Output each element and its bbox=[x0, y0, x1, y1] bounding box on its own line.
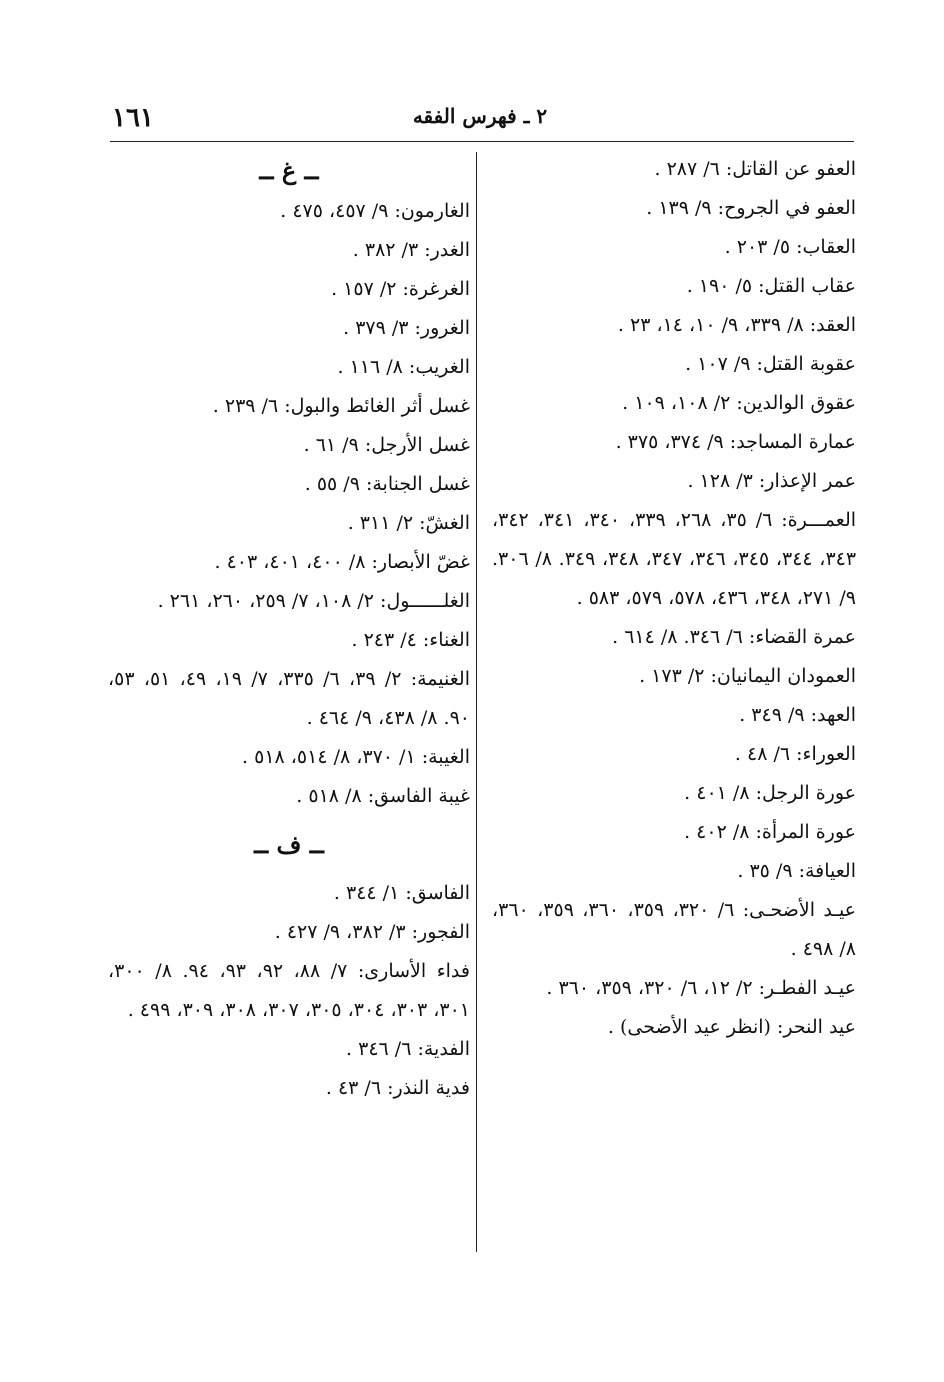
index-entry: عورة المرأة: ٨/ ٤٠٢ . bbox=[684, 821, 856, 843]
index-entry: الفجور: ٣/ ٣٨٢، ٩/ ٤٢٧ . bbox=[274, 921, 470, 943]
index-entry: عيـد الفطـر: ٢/ ١٢، ٦/ ٣٢٠، ٣٥٩، ٣٦٠ . bbox=[546, 977, 856, 999]
index-entry: غضّ الأبصار: ٨/ ٤٠٠، ٤٠١، ٤٠٣ . bbox=[214, 551, 470, 573]
section-heading-fa: ــ ف ــ bbox=[254, 830, 324, 859]
index-entry: عيـد الأضحـى: ٦/ ٣٢٠، ٣٥٩، ٣٦٠، ٣٥٩، ٣٦٠، ٨/ ٤٩٨ . bbox=[492, 899, 857, 960]
index-entry: الغريب: ٨/ ١١٦ . bbox=[337, 356, 470, 378]
running-title: ٢ ـ فهرس الفقه bbox=[412, 104, 548, 128]
index-entry: غسل الجنابة: ٩/ ٥٥ . bbox=[304, 473, 470, 495]
index-entry: العوراء: ٦/ ٤٨ . bbox=[734, 743, 856, 765]
index-entry: عورة الرجل: ٨/ ٤٠١ . bbox=[684, 782, 856, 804]
index-entry: عقاب القتل: ٥/ ١٩٠ . bbox=[686, 275, 856, 297]
index-entry: العفو في الجروح: ٩/ ١٣٩ . bbox=[646, 197, 856, 219]
index-entry: الغرور: ٣/ ٣٧٩ . bbox=[343, 317, 470, 339]
section-heading-ghain: ــ غ ــ bbox=[259, 156, 319, 185]
index-entry: غيبة الفاسق: ٨/ ٥١٨ . bbox=[296, 785, 470, 807]
index-entry: العقاب: ٥/ ٢٠٣ . bbox=[724, 236, 856, 258]
index-entry: الغنيمة: ٢/ ٣٩، ٦/ ٣٣٥، ٧/ ١٩، ٤٩، ٥١، ٥٣، ٩٠. ٨/ ٤٣٨، ٩/ ٤٦٤ . bbox=[108, 668, 470, 729]
index-entry: عقوق الوالدين: ٢/ ١٠٨، ١٠٩ . bbox=[622, 392, 856, 414]
index-entry: الغدر: ٣/ ٣٨٢ . bbox=[352, 239, 470, 261]
index-entry: العفو عن القاتل: ٦/ ٢٨٧ . bbox=[654, 158, 856, 180]
index-entry: العيافة: ٩/ ٣٥ . bbox=[737, 860, 856, 882]
index-entry: الفاسق: ١/ ٣٤٤ . bbox=[333, 882, 470, 904]
index-entry: عقوبة القتل: ٩/ ١٠٧ . bbox=[685, 353, 856, 375]
page-number: ١٦١ bbox=[112, 103, 154, 133]
index-entry: الغيبة: ١/ ٣٧٠، ٨/ ٥١٤، ٥١٨ . bbox=[242, 746, 470, 768]
index-entry: فداء الأسارى: ٧/ ٨٨، ٩٢، ٩٣، ٩٤. ٨/ ٣٠٠، ٣٠١، ٣٠٣، ٣٠٤، ٣٠٥، ٣٠٧، ٣٠٨، ٣٠٩، ٤٩٩ . bbox=[108, 960, 470, 1021]
index-entry: الفدية: ٦/ ٣٤٦ . bbox=[346, 1038, 470, 1060]
index-entry: العمـــرة: ٦/ ٣٥، ٢٦٨، ٣٣٩، ٣٤٠، ٣٤١، ٣٤٢، ٣٤٣، ٣٤٤، ٣٤٥، ٣٤٦، ٣٤٧، ٣٤٨، ٣٤٩. ٨/ ٣٠٦. ٩/ ٢٧١، ٣٤٨، ٤٣٦، ٥٧٨، ٥٧٩، ٥٨٣ . bbox=[492, 509, 857, 609]
index-entry: العمودان اليمانيان: ٢/ ١٧٣ . bbox=[639, 665, 856, 687]
index-entry: الغلــــــول: ٢/ ١٠٨، ٧/ ٢٥٩، ٢٦٠، ٢٦١ . bbox=[157, 590, 470, 612]
index-entry: غسل أثر الغائط والبول: ٦/ ٢٣٩ . bbox=[212, 395, 470, 417]
index-entry: الغارمون: ٩/ ٤٥٧، ٤٧٥ . bbox=[280, 200, 470, 222]
header-rule bbox=[110, 141, 854, 142]
index-entry: عمرة القضاء: ٦/ ٣٤٦. ٨/ ٦١٤ . bbox=[612, 626, 856, 648]
column-divider bbox=[476, 152, 477, 1252]
index-entry: العهد: ٩/ ٣٤٩ . bbox=[739, 704, 856, 726]
index-entry: العقد: ٨/ ٣٣٩، ٩/ ١٠، ١٤، ٢٣ . bbox=[617, 314, 856, 336]
index-entry: الغناء: ٤/ ٢٤٣ . bbox=[351, 629, 470, 651]
index-entry: عمر الإعذار: ٣/ ١٢٨ . bbox=[687, 470, 856, 492]
right-column bbox=[492, 150, 856, 1047]
index-entry: غسل الأرجل: ٩/ ٦١ . bbox=[303, 434, 470, 456]
index-entry: فدية النذر: ٦/ ٤٣ . bbox=[325, 1077, 470, 1099]
index-entry: الغرغرة: ٢/ ١٥٧ . bbox=[331, 278, 470, 300]
index-entry: عمارة المساجد: ٩/ ٣٧٤، ٣٧٥ . bbox=[615, 431, 856, 453]
index-entry: الغشّ: ٢/ ٣١١ . bbox=[347, 512, 470, 534]
index-entry: عيد النحر: (انظر عيد الأضحى) . bbox=[607, 1016, 856, 1038]
left-column bbox=[108, 150, 470, 1108]
